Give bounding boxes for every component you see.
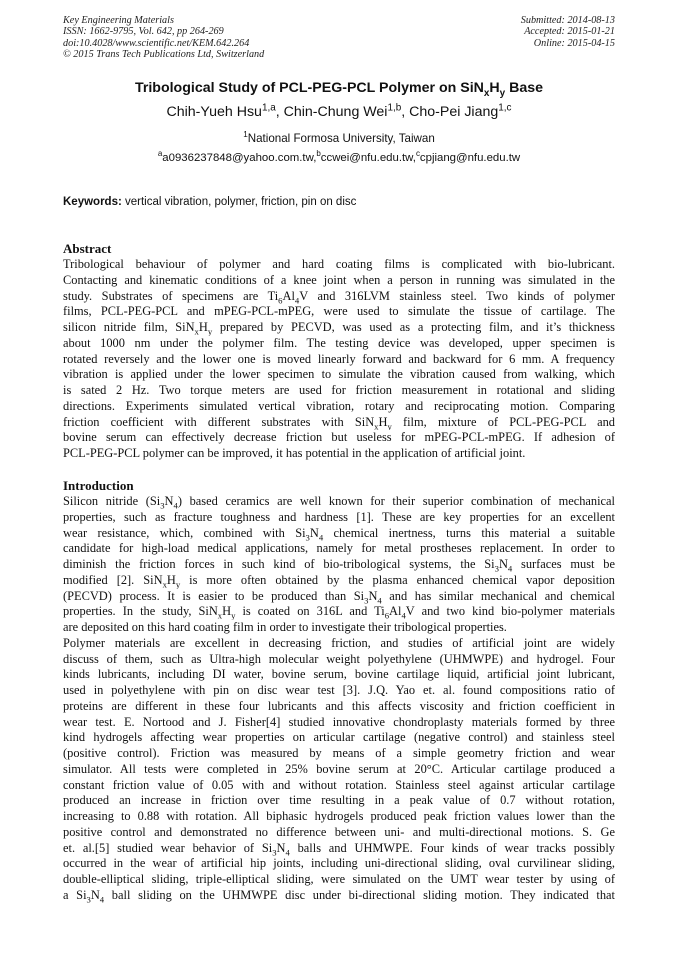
keywords-text: vertical vibration, polymer, friction, pin on disc [125,196,357,208]
introduction-line: properties, such as fracture toughness and hardness [1]. These are key properties for an excellent [63,509,615,524]
introduction-line: increasing to 0.88 with rotation. All biphasic hydrogels produced peak friction values lower than the [63,809,615,823]
introduction-line: (PECVD) process. It is easier to be produced than $Si_3N_4$ and has similar mechanical and chemical [63,588,615,605]
introduction-heading: Introduction [63,478,134,493]
introduction-line: Polymer materials are excellent in decreasing friction, and studies of artificial joint are widely [63,635,615,650]
abstract-line: Contacting and kinematic conditions of a knee joint when a person in running was simulated in the [63,272,615,287]
introduction-line: a $Si_3N_4$ ball sliding on the UHMWPE disc under bi-directional sliding motion. They indicated that [63,887,615,904]
introduction-line: wear test. E. Nortood and J. Fisher[4] studied innovative chondroplasty materials formed by three [63,714,615,729]
introduction-line: produced an increase in friction over time resulting in a peak value of 0.7 without rotation, [63,793,615,808]
introduction-line: are deposited on this hard coating film in order to investigate their tribological properties. [63,620,507,634]
keywords [63,196,356,208]
abstract-line: bovine serum can effectively decrease friction but useless for mPEG-PCL-mPEG. If adhesion of [63,430,615,445]
abstract-line: directions. Experiments simulated vertical vibration, rotary and reciprocating motion. Comparing [63,398,615,413]
journal-info [63,15,264,61]
journal-name: Key Engineering Materials [63,15,174,26]
abstract-line: study. Substrates of specimens are $Ti_6Al_4V$ and 316LVM stainless steel. Two kinds of polymer [63,288,615,305]
date-submitted: Submitted: 2014-08-13 [520,15,615,26]
abstract-body [63,257,615,462]
introduction-line: positive control and demonstrated no difference between uni- and multi-directional motions. S. Ge [63,824,615,839]
abstract-line: vibration is applied under the lower specimen to simulate the vibration caused from walking, which [63,367,615,382]
abstract-heading: Abstract [63,241,112,256]
date-accepted: Accepted: 2015-01-21 [524,26,615,38]
introduction-line: kinds lubricants, including DI water, bovine serum, bovine cartilage liquid, artificial joint lubricant, [63,667,615,682]
introduction-line: used in polyethylene with pin on disc wear test [3]. J.Q. Yao et. al. found compositions ratio of [63,683,615,697]
introduction-line: Silicon nitride $(Si_3N_4)$ based ceramics are well known for their superior combination of mechanical [63,494,615,510]
paper-title: Tribological Study of PCL-PEG-PCL Polymer on $SiN_xH_y$ Base [134,80,544,99]
journal-copyright: © 2015 Trans Tech Publications Ltd, Switzerland [63,49,265,61]
journal-issn: ISSN: 1662-9795, Vol. 642, pp 264-269 [63,26,224,38]
introduction-line: discuss of them, such as Ultra-high molecular weight polyethylene (UHMWPE) and hydrogel. Four [63,651,615,666]
introduction-line: modified [2]. $SiN_xH_y$ is more often obtained by the plasma enhanced chemical vapor deposition [63,572,615,589]
keywords-label: Keywords: [63,196,122,208]
introduction-line: simulator. All tests were completed in 25% bovine serum at 20°C. Articular cartilage produced a [63,761,615,776]
abstract-line: friction coefficient with different substrates with $SiN_xH_y$ film, mixture of PCL-PEG-PCL and [63,414,615,431]
introduction-line: proteins are different in these four lubricants and this affects viscosity and friction coefficient in [63,698,615,713]
journal-doi: doi:10.4028/www.scientific.net/KEM.642.264 [63,37,250,49]
introduction-line: double-elliptical sliding, triple-elliptical sliding, were simulated on the UMT wear tester by using of [63,872,615,886]
abstract-line: PCL-PEG-PCL polymer can be improved, it has potential in the application of artificial joint. [63,446,526,460]
paper-authors: Chih-Yueh Hsu$^{1,a}$, Chin-Chung Wei$^{1,b}$, Cho-Pei Jiang$^{1,c}$ [166,102,512,120]
introduction-line: (positive control). Friction was measured by means of a simple geometry friction and wear [63,746,615,760]
introduction-line: diminish the friction forces in such kind of bio-tribological systems, the $Si_3N_4$ surfaces must be [63,557,615,573]
abstract-line: is sated 2 Hz. Two torque meters are used for friction measurement in rotational and sliding [63,383,615,397]
introduction-line: wear resistance, which, combined with $Si_3N_4$ chemical inertness, turns this material a suitable [63,525,615,542]
introduction-line: candidate for high-load medical applications, namely for metal prostheses replacement. In order to [63,541,615,556]
introduction-line: properties. In the study, $SiN_xH_y$ is coated on 316L and $Ti_6Al_4V$ and two kind bio-polymer materials [63,604,615,620]
author-emails: $^a$a0936237848@yahoo.com.tw,$^b$ccwei@nfu.edu.tw,$^c$cpjiang@nfu.edu.tw [157,149,521,164]
publication-dates [521,15,615,49]
abstract-line: films, PCL-PEG-PCL and mPEG-PCL-mPEG, were used to simulate the tissue of cartilage. The [63,304,615,319]
abstract-line: silicon nitride film, $SiN_xH_y$ prepared by PECVD, was used as a protecting film, and it’s thickness [63,320,615,336]
introduction-line: kind hydrogels affecting wear properties on articular cartilage (negative control) and stainless steel [63,730,615,745]
abstract-line: about 1000 nm under the polymer film. The testing device was developed, upper specimen is [63,335,615,350]
abstract-line: Tribological behaviour of polymer and hard coating films is complicated with bio-lubricant. [63,257,615,271]
abstract-line: rotated reversely and the lower one is moved linearly forward and backward for 6 mm. A frequency [63,351,615,366]
author-affiliation: $^1$National Formosa University, Taiwan [243,130,435,145]
introduction-line: occurred in the wear of artificial hip joints, including uni-directional sliding, oval curvilinear sliding, [63,856,615,871]
date-online: Online: 2015-04-15 [533,37,615,49]
introduction-line: et. al.[5] studied wear behavior of $Si_3N_4$ balls and UHMWPE. Four kinds of wear tracks possibly [63,840,615,857]
introduction-line: constant friction value of 0.05 with and without rotation. Stainless steel against articular cartilage [63,777,615,792]
introduction-body [63,494,615,904]
